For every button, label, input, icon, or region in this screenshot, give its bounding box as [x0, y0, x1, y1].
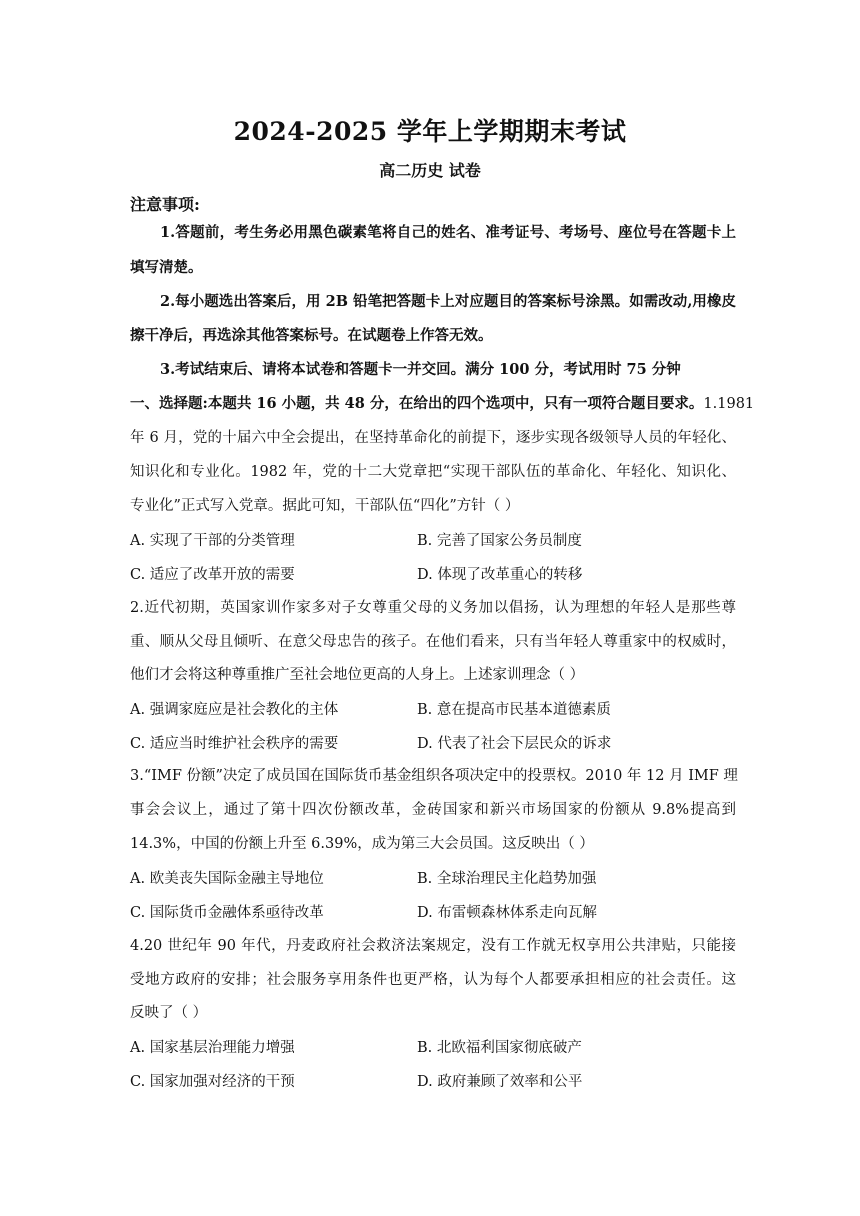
- notice-item-1-line-2: 填写清楚。: [130, 259, 203, 276]
- exam-subtitle: 高二历史 试卷: [379, 161, 481, 180]
- question-1-option-c: C. 适应了改革开放的需要: [130, 567, 295, 583]
- question-1-option-b: B. 完善了国家公务员制度: [417, 533, 582, 549]
- question-4-line-2: 受地方政府的安排；社会服务享用条件也更严格，认为每个人都要承担相应的社会责任。这: [130, 972, 736, 988]
- question-1-option-d: D. 体现了改革重心的转移: [417, 567, 583, 583]
- question-1-number-start: 1.1981: [703, 396, 755, 412]
- question-4-option-b: B. 北欧福利国家彻底破产: [417, 1040, 582, 1056]
- notice-item-2-line-2: 擦干净后，再选涂其他答案标号。在试题卷上作答无效。: [130, 327, 493, 344]
- question-2-line-2: 重、顺从父母且倾听、在意父母忠告的孩子。在他们看来，只有当年轻人尊重家中的权威时，: [130, 634, 736, 650]
- question-3-option-d: D. 布雷顿森林体系走向瓦解: [417, 905, 597, 921]
- question-3-line-1: 3.“IMF 份额”决定了成员国在国际货币基金组织各项决定中的投票权。2010 年 12 月 IMF 理: [130, 768, 738, 784]
- section-1-heading-line: [130, 394, 755, 414]
- question-4-option-c: C. 国家加强对经济的干预: [130, 1074, 295, 1090]
- question-4-option-d: D. 政府兼顾了效率和公平: [417, 1074, 583, 1090]
- question-3-option-a: A. 欧美丧失国际金融主导地位: [130, 871, 324, 887]
- question-3-line-2: 事会会议上，通过了第十四次份额改革，金砖国家和新兴市场国家的份额从 9.8%提高到: [130, 802, 736, 818]
- section-1-heading: 一、选择题:本题共 16 小题，共 48 分，在给出的四个选项中，只有一项符合题目要求。: [130, 395, 704, 412]
- question-1-line-2: 知识化和专业化。1982 年，党的十二大党章把“实现干部队伍的革命化、年轻化、知识化、: [130, 464, 736, 480]
- question-1-option-a: A. 实现了干部的分类管理: [130, 533, 295, 549]
- question-2-line-1: 2.近代初期，英国家训作家多对子女尊重父母的义务加以倡扬，认为理想的年轻人是那些尊: [130, 600, 736, 616]
- notice-item-2-line-1: 2.每小题选出答案后，用 2B 铅笔把答题卡上对应题目的答案标号涂黑。如需改动,用橡皮: [160, 293, 736, 310]
- question-4-line-3: 反映了（ ）: [130, 1005, 208, 1021]
- exam-title: 2024-2025 学年上学期期末考试: [233, 117, 627, 146]
- question-3-option-c: C. 国际货币金融体系亟待改革: [130, 905, 324, 921]
- question-3-option-b: B. 全球治理民主化趋势加强: [417, 871, 597, 887]
- notice-item-1-line-1: 1.答题前，考生务必用黑色碳素笔将自己的姓名、准考证号、考场号、座位号在答题卡上: [160, 224, 736, 241]
- question-3-line-3: 14.3%，中国的份额上升至 6.39%，成为第三大会员国。这反映出（ ）: [130, 836, 594, 852]
- question-2-option-d: D. 代表了社会下层民众的诉求: [417, 736, 612, 752]
- question-2-option-a: A. 强调家庭应是社会教化的主体: [130, 702, 339, 718]
- question-2-option-b: B. 意在提高市民基本道德素质: [417, 702, 611, 718]
- notice-heading: 注意事项:: [130, 195, 200, 214]
- question-2-line-3: 他们才会将这种尊重推广至社会地位更高的人身上。上述家训理念（ ）: [130, 667, 585, 683]
- notice-item-3: 3.考试结束后、请将本试卷和答题卡一并交回。满分 100 分，考试用时 75 分钟: [160, 361, 681, 378]
- question-1-line-1: 年 6 月，党的十届六中全会提出，在坚持革命化的前提下，逐步实现各级领导人员的年轻化、: [130, 430, 736, 446]
- question-2-option-c: C. 适应当时维护社会秩序的需要: [130, 736, 339, 752]
- question-4-option-a: A. 国家基层治理能力增强: [130, 1040, 295, 1056]
- question-1-line-3: 专业化”正式写入党章。据此可知，干部队伍“四化”方针（ ）: [130, 498, 520, 514]
- question-4-line-1: 4.20 世纪年 90 年代，丹麦政府社会救济法案规定，没有工作就无权享用公共津贴，只能接: [130, 938, 736, 954]
